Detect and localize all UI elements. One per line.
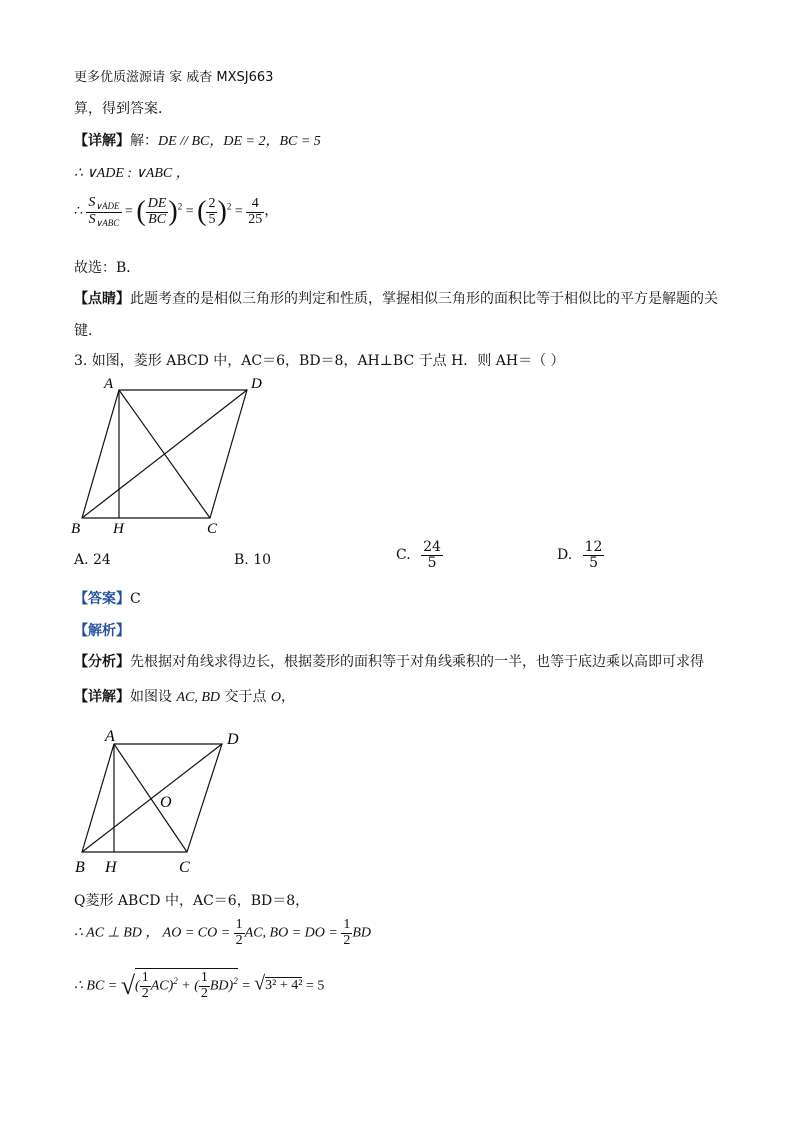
header-watermark: 更多优质滋源请 家 威杳 MXSJ663 <box>74 70 274 85</box>
similar-line: ∴ ∨ADE : ∨ABC ， <box>74 166 190 181</box>
ratio-therefore: ∴ <box>74 204 83 220</box>
question-3-text: 3. 如图，菱形 ABCD 中，AC＝6，BD＝8，AH⊥BC 于点 H．则 AH＝（ ） <box>74 353 565 369</box>
fig2-label-b: B <box>75 859 85 876</box>
fenxi-line: 【分析】先根据对角线求得边长，根据菱形的面积等于对角线乘积的一半，也等于底边乘以高即可求得 <box>74 654 704 670</box>
fig1-label-h: H <box>113 521 124 537</box>
option-c: C. $\frac{24}{5}$ <box>396 539 441 571</box>
fig1-label-b: B <box>71 521 81 537</box>
figure-rhombus-1 <box>70 372 270 540</box>
ratio-equation: ∴ $\frac{S_{\vee ADE}}{S_{\vee ABC}}$ = ( $\frac{DE}{BC}$ )$^2$ = ( $\frac{2}{5}$ )$^2$ = $\frac{4}{25}$ ， <box>74 195 279 228</box>
choice-line: 故选：B． <box>74 260 141 276</box>
option-a: A. 24 <box>74 552 111 568</box>
fig2-label-c: C <box>179 859 190 876</box>
comment-line2: 键． <box>74 323 102 339</box>
step3-line: ∴ BC = √( $\frac{1}{2}$ AC)$^2$ + ( $\frac{1}{2}$ BD)$^2$ = √3² + 4² = 5 <box>74 970 325 1001</box>
fig2-label-o: O <box>160 794 172 811</box>
fig2-label-d: D <box>227 731 239 748</box>
prev-detail-line <box>74 130 321 150</box>
ratio-de-bc: $\frac{DE}{BC}$ <box>147 195 167 227</box>
xiangjie-line: 【详解】如图设 AC, BD 交于点 O， <box>74 689 296 705</box>
fig2-label-h: H <box>105 859 117 876</box>
figure-rhombus-2 <box>72 722 262 880</box>
ratio-4-25: $\frac{4}{25}$ <box>248 195 263 227</box>
option-b: B. 10 <box>234 552 272 568</box>
fig1-label-a: A <box>104 376 114 392</box>
detail-tag: 【详解】 <box>74 133 130 149</box>
detail-math: DE // BC，DE = 2，BC = 5 <box>158 134 321 149</box>
fig1-label-d: D <box>251 376 262 392</box>
option-d: D. $\frac{12}{5}$ <box>557 539 603 571</box>
fig2-label-a: A <box>105 728 115 745</box>
analysis-tag: 【解析】 <box>74 623 130 639</box>
step1-line: Q菱形 ABCD 中，AC＝6，BD＝8， <box>74 893 310 909</box>
detail-prefix: 解： <box>130 133 158 149</box>
ratio-area-frac: $\frac{S_{\vee ADE}}{S_{\vee ABC}}$ <box>88 195 120 228</box>
ratio-2-5: $\frac{2}{5}$ <box>208 195 216 227</box>
fig1-label-c: C <box>207 521 218 537</box>
answer-line: 【答案】C <box>74 591 141 607</box>
prev-line1: 算，得到答案． <box>74 101 172 117</box>
step2-line: ∴ AC ⊥ BD ， AO = CO = $\frac{1}{2}$ AC, BO = DO = $\frac{1}{2}$ BD <box>74 917 372 948</box>
comment-line1: 【点睛】此题考查的是相似三角形的判定和性质，掌握相似三角形的面积比等于相似比的平方是解题的关 <box>74 291 718 307</box>
